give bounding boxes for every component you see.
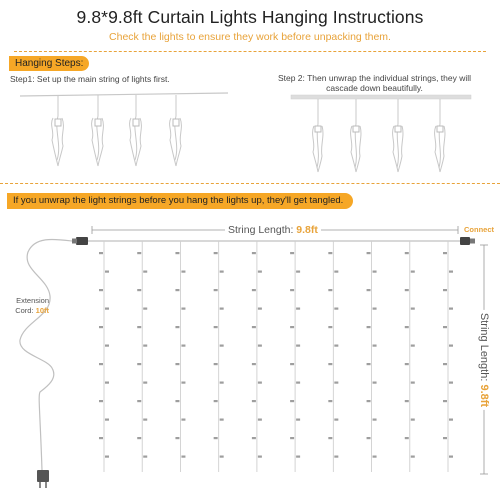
led-bulb — [137, 289, 141, 291]
led-bulb — [143, 382, 147, 384]
light-strand — [405, 241, 415, 472]
led-bulb — [143, 419, 147, 421]
led-bulb — [296, 271, 300, 273]
led-bulb — [143, 345, 147, 347]
led-bulb — [411, 271, 415, 273]
led-bulb — [143, 456, 147, 458]
led-bulb — [258, 382, 262, 384]
string-length-horizontal: String Length: 9.8ft — [225, 224, 321, 236]
hanging-steps-badge: Hanging Steps: — [9, 56, 89, 71]
led-bulb — [334, 382, 338, 384]
led-bulb — [252, 363, 256, 365]
led-bulb — [405, 289, 409, 291]
light-strand — [290, 241, 300, 472]
led-bulb — [328, 363, 332, 365]
led-bulb — [290, 437, 294, 439]
led-bulb — [214, 400, 218, 402]
light-strand — [328, 241, 338, 472]
led-bulb — [105, 382, 109, 384]
led-bulb — [175, 363, 179, 365]
led-bulb — [405, 326, 409, 328]
led-bulb — [258, 345, 262, 347]
led-bulb — [258, 308, 262, 310]
led-bulb — [175, 326, 179, 328]
led-bulb — [290, 289, 294, 291]
led-bulb — [220, 456, 224, 458]
led-bulb — [328, 400, 332, 402]
light-strand — [175, 241, 185, 472]
led-bulb — [181, 345, 185, 347]
led-bulb — [175, 400, 179, 402]
led-bulb — [220, 382, 224, 384]
led-bulb — [181, 456, 185, 458]
page-title: 9.8*9.8ft Curtain Lights Hanging Instructions — [76, 7, 424, 27]
extension-cord-label: Extension Cord: 10ft — [15, 296, 49, 315]
led-bulb — [105, 271, 109, 273]
led-bulb — [373, 271, 377, 273]
led-bulb — [252, 437, 256, 439]
led-bulb — [252, 400, 256, 402]
tangle-warning-banner: If you unwrap the light strings before you hang the lights up, they'll get tangled. — [7, 193, 353, 209]
string-length-vertical: String Length: 9.8ft — [478, 310, 490, 410]
led-bulb — [411, 308, 415, 310]
led-bulb — [181, 271, 185, 273]
led-bulb — [214, 326, 218, 328]
led-bulb — [334, 456, 338, 458]
led-bulb — [367, 437, 371, 439]
led-bulb — [443, 326, 447, 328]
led-bulb — [220, 308, 224, 310]
led-bulb — [449, 345, 453, 347]
right-connector-icon — [460, 237, 475, 245]
led-bulb — [367, 400, 371, 402]
led-bulb — [296, 308, 300, 310]
led-bulb — [411, 345, 415, 347]
led-bulb — [296, 456, 300, 458]
led-bulb — [105, 308, 109, 310]
led-bulb — [220, 345, 224, 347]
led-bulb — [220, 271, 224, 273]
led-bulb — [296, 419, 300, 421]
led-bulb — [214, 437, 218, 439]
led-bulb — [252, 289, 256, 291]
led-bulb — [143, 308, 147, 310]
led-bulb — [258, 456, 262, 458]
power-plug-icon — [37, 470, 49, 488]
led-bulb — [99, 289, 103, 291]
led-bulb — [290, 400, 294, 402]
led-bulb — [181, 382, 185, 384]
led-bulb — [290, 326, 294, 328]
led-bulb — [367, 326, 371, 328]
led-bulb — [137, 252, 141, 254]
led-bulb — [367, 252, 371, 254]
led-bulb — [290, 363, 294, 365]
led-bulb — [334, 419, 338, 421]
light-strand — [137, 241, 147, 472]
led-bulb — [99, 252, 103, 254]
led-bulb — [443, 437, 447, 439]
light-strand — [99, 241, 109, 472]
led-bulb — [137, 437, 141, 439]
led-bulb — [214, 289, 218, 291]
led-bulb — [99, 437, 103, 439]
led-bulb — [373, 382, 377, 384]
led-bulb — [449, 271, 453, 273]
step1-text: Step1: Set up the main string of lights first. — [10, 74, 170, 84]
led-bulb — [373, 419, 377, 421]
led-bulb — [443, 252, 447, 254]
led-bulb — [296, 382, 300, 384]
led-bulb — [367, 363, 371, 365]
led-bulb — [328, 326, 332, 328]
led-bulb — [405, 363, 409, 365]
led-bulb — [258, 419, 262, 421]
led-bulb — [220, 419, 224, 421]
led-bulb — [258, 271, 262, 273]
led-bulb — [405, 437, 409, 439]
led-bulb — [334, 271, 338, 273]
step2-text: Step 2: Then unwrap the individual strings, they will cascade down beautifully. — [277, 73, 472, 93]
led-bulb — [373, 345, 377, 347]
led-bulb — [449, 382, 453, 384]
led-bulb — [449, 419, 453, 421]
led-bulb — [328, 437, 332, 439]
led-bulb — [214, 363, 218, 365]
light-strand — [214, 241, 224, 472]
led-bulb — [296, 345, 300, 347]
led-bulb — [449, 308, 453, 310]
page-subtitle: Check the lights to ensure they work before unpacking them. — [109, 31, 391, 43]
light-strand — [367, 241, 377, 472]
led-bulb — [143, 271, 147, 273]
led-bulb — [328, 289, 332, 291]
led-bulb — [181, 308, 185, 310]
led-bulb — [411, 419, 415, 421]
led-bulb — [373, 308, 377, 310]
led-bulb — [105, 419, 109, 421]
led-bulb — [367, 289, 371, 291]
led-bulb — [137, 326, 141, 328]
led-bulb — [449, 456, 453, 458]
led-bulb — [411, 382, 415, 384]
light-strand — [252, 241, 262, 472]
led-bulb — [252, 326, 256, 328]
led-bulb — [373, 456, 377, 458]
led-bulb — [175, 252, 179, 254]
light-strand — [443, 241, 453, 472]
led-bulb — [105, 456, 109, 458]
led-bulb — [99, 363, 103, 365]
extension-cord — [20, 239, 72, 470]
led-bulb — [443, 400, 447, 402]
left-connector-icon — [72, 237, 88, 245]
led-bulb — [105, 345, 109, 347]
led-bulb — [137, 363, 141, 365]
led-bulb — [334, 308, 338, 310]
led-bulb — [181, 419, 185, 421]
led-bulb — [214, 252, 218, 254]
light-strands — [99, 241, 453, 472]
led-bulb — [411, 456, 415, 458]
led-bulb — [99, 400, 103, 402]
led-bulb — [443, 289, 447, 291]
led-bulb — [334, 345, 338, 347]
led-bulb — [405, 400, 409, 402]
led-bulb — [99, 326, 103, 328]
led-bulb — [137, 400, 141, 402]
led-bulb — [443, 363, 447, 365]
led-bulb — [290, 252, 294, 254]
led-bulb — [328, 252, 332, 254]
led-bulb — [175, 289, 179, 291]
led-bulb — [252, 252, 256, 254]
connect-label: Connect — [464, 225, 494, 234]
led-bulb — [405, 252, 409, 254]
led-bulb — [175, 437, 179, 439]
